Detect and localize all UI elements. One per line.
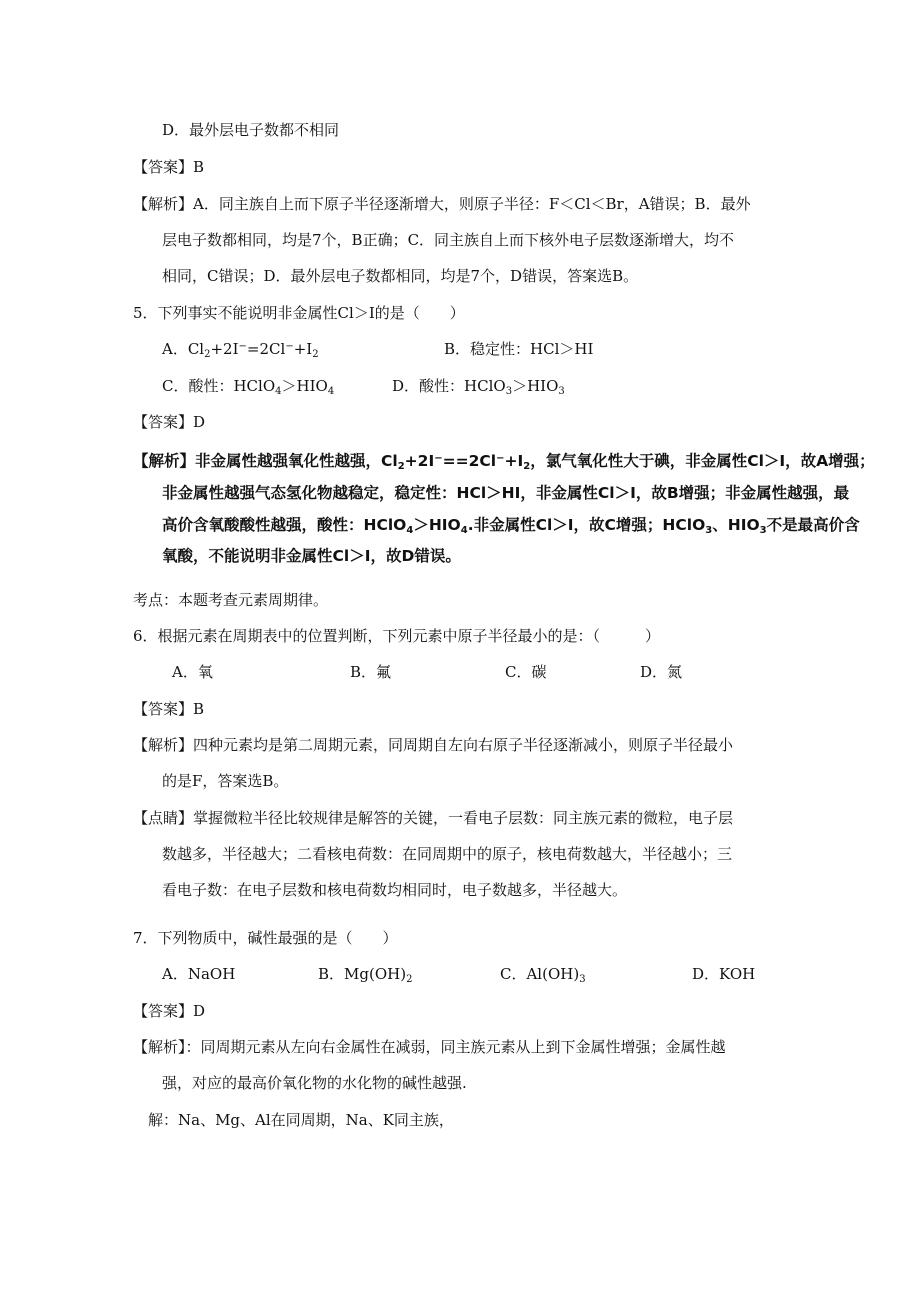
q7-stem: 7．下列物质中，碱性最强的是（ ） [133, 929, 398, 947]
q5-option-a: A．$Cl_2+2I^-=2Cl^-+I_2$ [162, 340, 319, 360]
q7-answer: 【答案】D [133, 1002, 206, 1020]
q7-explain-2: 强，对应的最高价氧化物的水化物的碱性越强. [162, 1074, 467, 1092]
q6-explain-1: 【解析】四种元素均是第二周期元素，同周期自左向右原子半径逐渐减小，则原子半径最小 [133, 736, 734, 754]
q7-option-a: A．NaOH [162, 965, 236, 983]
q6-explain-2: 的是F，答案选B。 [162, 772, 289, 790]
q5-explain-3: 高价含氧酸酸性越强，酸性：$HClO_4>HIO_4$.非金属性Cl＞I，故C增强；HClO$_3$、$HIO_3$不是最高价含 [162, 516, 860, 536]
q5-stem: 5．下列事实不能说明非金属性Cl＞I的是（ ） [133, 304, 465, 322]
q6-option-b: B．氟 [350, 663, 392, 681]
q4-explain-3: 相同，C错误；D．最外层电子数都相同，均是7个，D错误，答案选B。 [162, 267, 639, 285]
q6-stem: 6．根据元素在周期表中的位置判断，下列元素中原子半径最小的是：（ ） [133, 627, 661, 645]
q4-explain-1: 【解析】A．同主族自上而下原子半径逐渐增大，则原子半径：F＜Cl＜Br，A错误；B．最外 [133, 195, 751, 213]
q7-option-b: B．$Mg(OH)_2$ [318, 965, 413, 985]
q4-explain-2: 层电子数都相同，均是7个，B正确；C．同主族自上而下核外电子层数逐渐增大，均不 [162, 231, 735, 249]
q5-answer: 【答案】D [133, 413, 206, 431]
q5-option-d: D．酸性：$HClO_3>HIO_3$ [392, 377, 565, 397]
q5-point: 考点：本题考查元素周期律。 [133, 591, 329, 609]
q6-tip-1: 【点睛】掌握微粒半径比较规律是解答的关键，一看电子层数：同主族元素的微粒，电子层 [133, 809, 734, 827]
q7-option-c: C．$Al(OH)_3$ [500, 965, 586, 985]
q5-explain-1: 【解析】非金属性越强氧化性越强，$Cl_2+2I^-==2Cl^-+I_2$，氯气氧化性大于碘，非金属性Cl＞I，故A增强； [133, 452, 875, 472]
q5-explain-2: 非金属性越强气态氢化物越稳定，稳定性：HCl＞HI，非金属性Cl＞I，故B增强；非金属性越强，最 [162, 484, 850, 502]
q7-option-d: D．KOH [692, 965, 756, 983]
q7-solution: 解：Na、Mg、Al在同周期，Na、K同主族， [148, 1111, 454, 1129]
q4-option-d: D．最外层电子数都不相同 [162, 121, 340, 139]
q6-tip-3: 看电子数：在电子层数和核电荷数均相同时，电子数越多，半径越大。 [162, 881, 628, 899]
q6-option-a: A．氧 [172, 663, 213, 681]
q6-option-d: D．氮 [640, 663, 683, 681]
q5-option-c: C．酸性：$HClO_4>HIO_4$ [162, 377, 335, 397]
q4-answer: 【答案】B [133, 158, 205, 176]
q6-answer: 【答案】B [133, 700, 205, 718]
q5-explain-4: 氧酸，不能说明非金属性Cl＞I，故D错误。 [162, 547, 461, 565]
q5-option-b: B．稳定性：HCl＞HI [444, 340, 594, 358]
q7-explain-1: 【解析】：同周期元素从左向右金属性在减弱，同主族元素从上到下金属性增强；金属性越 [133, 1038, 726, 1056]
q6-tip-2: 数越多，半径越大；二看核电荷数：在同周期中的原子，核电荷数越大，半径越小；三 [162, 845, 733, 863]
q6-option-c: C．碳 [505, 663, 547, 681]
